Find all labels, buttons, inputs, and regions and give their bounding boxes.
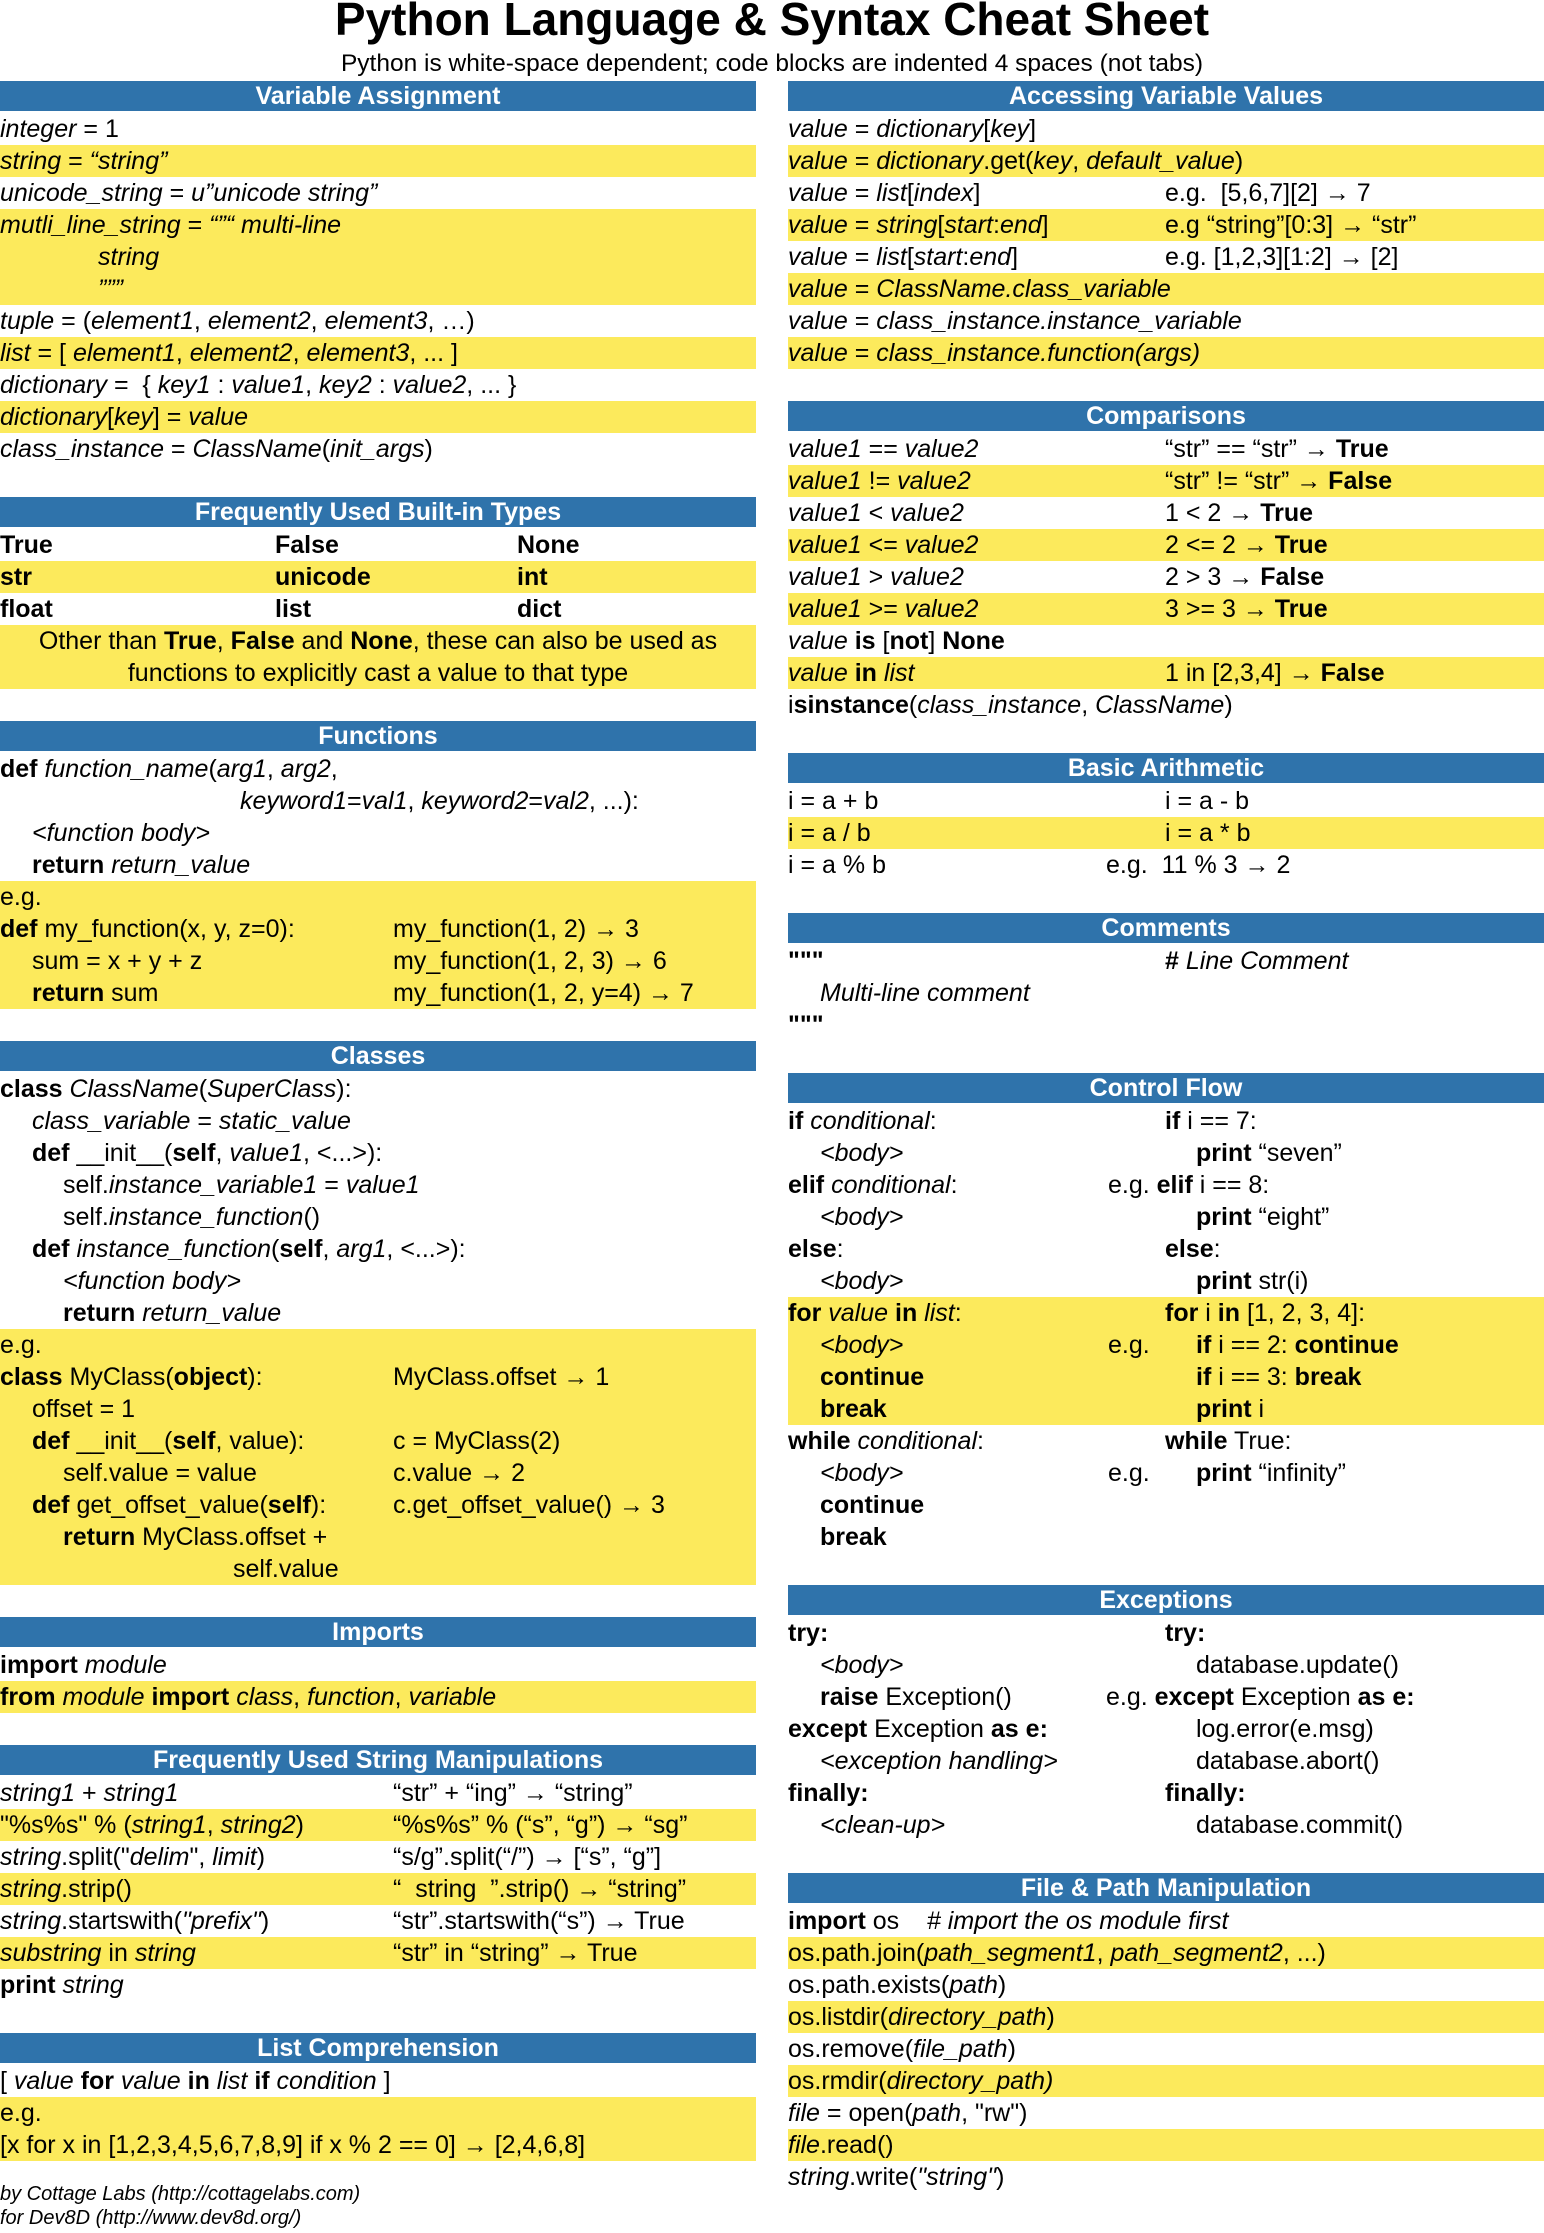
code-row bbox=[0, 241, 756, 273]
section-exceptions bbox=[788, 1585, 1544, 1841]
code-row bbox=[0, 2065, 756, 2097]
code-cell: try: bbox=[788, 1619, 829, 1647]
code-cell: functions to explicitly cast a value to that type bbox=[127, 659, 629, 687]
code-cell: my_function(1, 2, 3) → 6 bbox=[393, 947, 667, 975]
code-row bbox=[0, 177, 756, 209]
code-row bbox=[0, 1777, 756, 1809]
code-cell: int bbox=[517, 563, 548, 591]
code-cell: if conditional: bbox=[788, 1107, 937, 1135]
code-row bbox=[788, 113, 1544, 145]
code-row bbox=[788, 2065, 1544, 2097]
code-cell: value1 > value2 bbox=[788, 563, 964, 591]
code-cell: value = list[start:end] bbox=[788, 243, 1019, 271]
code-cell: my_function(1, 2) → 3 bbox=[393, 915, 639, 943]
code-cell: value1 < value2 bbox=[788, 499, 964, 527]
code-cell: finally: bbox=[1165, 1779, 1246, 1807]
code-cell: ””” bbox=[98, 275, 123, 303]
code-row bbox=[788, 1361, 1544, 1393]
code-row bbox=[0, 337, 756, 369]
code-cell: file = open(path, "rw") bbox=[788, 2099, 1028, 2127]
code-row bbox=[788, 817, 1544, 849]
code-row bbox=[0, 1553, 756, 1585]
code-cell: log.error(e.msg) bbox=[1196, 1715, 1374, 1743]
section-basic-arithmetic bbox=[788, 753, 1544, 881]
code-row bbox=[788, 273, 1544, 305]
code-cell: raise Exception() bbox=[820, 1683, 1012, 1711]
code-cell: [x for x in [1,2,3,4,5,6,7,8,9] if x % 2 == 0] → [2,4,6,8] bbox=[0, 2131, 586, 2159]
code-row bbox=[0, 1905, 756, 1937]
code-row bbox=[788, 1457, 1544, 1489]
code-cell: <function body> bbox=[63, 1267, 241, 1295]
code-cell: if i == 2: continue bbox=[1196, 1331, 1399, 1359]
code-cell: self.instance_variable1 = value1 bbox=[63, 1171, 420, 1199]
code-cell: file.read() bbox=[788, 2131, 894, 2159]
code-cell: Other than True, False and None, these can also be used as bbox=[38, 627, 718, 655]
left-column bbox=[0, 81, 756, 2193]
code-cell: e.g. bbox=[0, 1331, 42, 1359]
code-row bbox=[788, 1745, 1544, 1777]
code-row bbox=[0, 1809, 756, 1841]
code-cell: value = string[start:end] bbox=[788, 211, 1049, 239]
code-cell: <body> bbox=[820, 1203, 904, 1231]
code-row bbox=[788, 241, 1544, 273]
code-cell: dict bbox=[517, 595, 562, 623]
code-cell: break bbox=[820, 1523, 887, 1551]
code-row bbox=[0, 817, 756, 849]
code-cell: return return_value bbox=[63, 1299, 282, 1327]
section-header: Frequently Used String Manipulations bbox=[0, 1745, 756, 1775]
code-cell: offset = 1 bbox=[32, 1395, 136, 1423]
code-cell: class_instance = ClassName(init_args) bbox=[0, 435, 433, 463]
code-cell: 3 >= 3 → True bbox=[1165, 595, 1328, 623]
code-cell: value = class_instance.function(args) bbox=[788, 339, 1201, 367]
code-cell: isinstance(class_instance, ClassName) bbox=[788, 691, 1233, 719]
code-cell: import module bbox=[0, 1651, 167, 1679]
code-cell: mutli_line_string = “”“ multi-line bbox=[0, 211, 342, 239]
section-variable-assignment bbox=[0, 81, 756, 465]
code-row bbox=[788, 1649, 1544, 1681]
code-row bbox=[0, 977, 756, 1009]
section-imports bbox=[0, 1617, 756, 1713]
code-cell: os.path.exists(path) bbox=[788, 1971, 1007, 1999]
code-cell: string bbox=[98, 243, 160, 271]
code-row bbox=[0, 433, 756, 465]
code-cell: return MyClass.offset + bbox=[63, 1523, 328, 1551]
code-cell: return return_value bbox=[32, 851, 251, 879]
code-row bbox=[0, 273, 756, 305]
section-file-path bbox=[788, 1873, 1544, 2193]
code-row bbox=[0, 1137, 756, 1169]
code-cell: e.g. 11 % 3 → 2 bbox=[1106, 851, 1291, 879]
code-cell: os.rmdir(directory_path) bbox=[788, 2067, 1054, 2095]
section-header: File & Path Manipulation bbox=[788, 1873, 1544, 1903]
code-cell: value = ClassName.class_variable bbox=[788, 275, 1171, 303]
code-cell: i = a + b bbox=[788, 787, 879, 815]
page-subtitle: Python is white-space dependent; code blocks are indented 4 spaces (not tabs) bbox=[340, 50, 1204, 77]
code-cell: <body> bbox=[820, 1651, 904, 1679]
code-row bbox=[0, 1425, 756, 1457]
code-row bbox=[0, 625, 756, 657]
code-row bbox=[0, 1969, 756, 2001]
section-header: Basic Arithmetic bbox=[788, 753, 1544, 783]
code-cell: e.g. except Exception as e: bbox=[1106, 1683, 1415, 1711]
code-cell: try: bbox=[1165, 1619, 1206, 1647]
code-row bbox=[788, 1969, 1544, 2001]
code-row bbox=[788, 497, 1544, 529]
code-row bbox=[788, 849, 1544, 881]
code-cell: e.g. bbox=[0, 883, 42, 911]
code-row bbox=[788, 561, 1544, 593]
code-row bbox=[0, 1521, 756, 1553]
page-title: Python Language & Syntax Cheat Sheet bbox=[334, 0, 1210, 45]
code-row bbox=[0, 1457, 756, 1489]
code-cell: string.startswith("prefix") bbox=[0, 1907, 270, 1935]
code-cell: e.g. bbox=[1108, 1459, 1150, 1487]
code-row bbox=[788, 1297, 1544, 1329]
code-cell: else: bbox=[788, 1235, 844, 1263]
code-cell: import os # import the os module first bbox=[788, 1907, 1229, 1935]
code-cell: database.update() bbox=[1196, 1651, 1399, 1679]
footer-credit-dev8d: for Dev8D (http://www.dev8d.org/) bbox=[0, 2207, 302, 2229]
code-cell: finally: bbox=[788, 1779, 869, 1807]
section-header: Comparisons bbox=[788, 401, 1544, 431]
code-cell: break bbox=[820, 1395, 887, 1423]
code-cell: print “infinity” bbox=[1196, 1459, 1347, 1487]
code-row bbox=[788, 1425, 1544, 1457]
code-cell: # Line Comment bbox=[1165, 947, 1349, 975]
section-header: Variable Assignment bbox=[0, 81, 756, 111]
code-row bbox=[0, 1489, 756, 1521]
section-header: Accessing Variable Values bbox=[788, 81, 1544, 111]
code-cell: """ bbox=[788, 947, 824, 975]
code-cell: value = class_instance.instance_variable bbox=[788, 307, 1242, 335]
code-cell: self.value = value bbox=[63, 1459, 257, 1487]
code-cell: “str”.startswith(“s”) → True bbox=[393, 1907, 685, 1935]
code-row bbox=[788, 433, 1544, 465]
code-cell: dictionary[key] = value bbox=[0, 403, 249, 431]
code-cell: while True: bbox=[1165, 1427, 1292, 1455]
section-header: Control Flow bbox=[788, 1073, 1544, 1103]
code-cell: def __init__(self, value): bbox=[32, 1427, 305, 1455]
code-row bbox=[0, 945, 756, 977]
code-cell: def my_function(x, y, z=0): bbox=[0, 915, 295, 943]
code-row bbox=[0, 305, 756, 337]
code-cell: def function_name(arg1, arg2, bbox=[0, 755, 338, 783]
code-cell: dictionary = { key1 : value1, key2 : value2, ... } bbox=[0, 371, 517, 399]
code-row bbox=[0, 1649, 756, 1681]
code-row bbox=[0, 529, 756, 561]
code-cell: print i bbox=[1196, 1395, 1265, 1423]
code-cell: <clean-up> bbox=[820, 1811, 946, 1839]
code-cell: integer = 1 bbox=[0, 115, 119, 143]
code-row bbox=[0, 849, 756, 881]
section-comparisons bbox=[788, 401, 1544, 721]
code-row bbox=[0, 1233, 756, 1265]
code-row bbox=[788, 1393, 1544, 1425]
code-row bbox=[0, 209, 756, 241]
code-row bbox=[0, 785, 756, 817]
code-cell: “s/g”.split(“/”) → [“s”, “g”] bbox=[393, 1843, 662, 1871]
code-cell: c.get_offset_value() → 3 bbox=[393, 1491, 665, 1519]
section-header: Imports bbox=[0, 1617, 756, 1647]
code-row bbox=[0, 1169, 756, 1201]
code-row bbox=[0, 145, 756, 177]
code-cell: keyword1=val1, keyword2=val2, ...): bbox=[240, 787, 639, 815]
code-cell: 2 <= 2 → True bbox=[1165, 531, 1328, 559]
code-row bbox=[0, 2129, 756, 2161]
code-cell: unicode_string = u”unicode string” bbox=[0, 179, 378, 207]
code-cell: value1 == value2 bbox=[788, 435, 979, 463]
code-cell: i = a % b bbox=[788, 851, 886, 879]
section-header: List Comprehension bbox=[0, 2033, 756, 2063]
code-row bbox=[788, 1937, 1544, 1969]
section-header: Exceptions bbox=[788, 1585, 1544, 1615]
code-row bbox=[0, 1393, 756, 1425]
section-classes bbox=[0, 1041, 756, 1585]
code-cell: database.abort() bbox=[1196, 1747, 1380, 1775]
code-cell: None bbox=[517, 531, 580, 559]
code-row bbox=[0, 369, 756, 401]
code-row bbox=[788, 785, 1544, 817]
code-cell: for value in list: bbox=[788, 1299, 962, 1327]
section-string-manipulations bbox=[0, 1745, 756, 2001]
code-cell: “str” + “ing” → “string” bbox=[393, 1779, 633, 1807]
code-cell: self.instance_function() bbox=[63, 1203, 321, 1231]
code-cell: while conditional: bbox=[788, 1427, 984, 1455]
code-row bbox=[788, 1265, 1544, 1297]
code-cell: True bbox=[0, 531, 53, 559]
code-row bbox=[788, 465, 1544, 497]
code-row bbox=[0, 1841, 756, 1873]
code-cell: def get_offset_value(self): bbox=[32, 1491, 327, 1519]
code-cell: i = a * b bbox=[1165, 819, 1251, 847]
section-header: Classes bbox=[0, 1041, 756, 1071]
code-row bbox=[0, 1105, 756, 1137]
code-row bbox=[788, 529, 1544, 561]
code-row bbox=[788, 1233, 1544, 1265]
code-cell: """ bbox=[788, 1011, 824, 1039]
code-row bbox=[0, 1265, 756, 1297]
code-cell: value = dictionary[key] bbox=[788, 115, 1037, 143]
code-row bbox=[788, 593, 1544, 625]
code-cell: substring in string bbox=[0, 1939, 196, 1967]
code-cell: list bbox=[275, 595, 312, 623]
code-row bbox=[788, 1905, 1544, 1937]
right-column bbox=[788, 81, 1544, 2225]
code-row bbox=[788, 689, 1544, 721]
code-row bbox=[0, 1873, 756, 1905]
code-cell: os.remove(file_path) bbox=[788, 2035, 1016, 2063]
code-cell: class MyClass(object): bbox=[0, 1363, 263, 1391]
code-cell: from module import class, function, variable bbox=[0, 1683, 497, 1711]
code-row bbox=[788, 209, 1544, 241]
code-row bbox=[788, 2097, 1544, 2129]
code-cell: c.value → 2 bbox=[393, 1459, 526, 1487]
section-header: Frequently Used Built-in Types bbox=[0, 497, 756, 527]
code-row bbox=[0, 113, 756, 145]
code-cell: class_variable = static_value bbox=[32, 1107, 351, 1135]
code-cell: e.g. bbox=[0, 2099, 42, 2127]
code-row bbox=[0, 881, 756, 913]
code-row bbox=[0, 401, 756, 433]
code-row bbox=[788, 1105, 1544, 1137]
code-cell: 1 < 2 → True bbox=[1165, 499, 1313, 527]
code-cell: print “eight” bbox=[1196, 1203, 1330, 1231]
code-cell: return sum bbox=[32, 979, 159, 1007]
code-cell: value1 != value2 bbox=[788, 467, 971, 495]
section-control-flow bbox=[788, 1073, 1544, 1553]
code-row bbox=[788, 337, 1544, 369]
section-comments bbox=[788, 913, 1544, 1041]
code-cell: continue bbox=[820, 1363, 925, 1391]
code-row bbox=[0, 657, 756, 689]
code-row bbox=[0, 913, 756, 945]
code-row bbox=[788, 2033, 1544, 2065]
code-cell: c = MyClass(2) bbox=[393, 1427, 561, 1455]
code-row bbox=[788, 145, 1544, 177]
code-row bbox=[788, 2001, 1544, 2033]
code-cell: string = “string” bbox=[0, 147, 168, 175]
code-cell: string.write("string") bbox=[788, 2163, 1005, 2191]
code-cell: e.g. elif i == 8: bbox=[1108, 1171, 1270, 1199]
code-row bbox=[0, 1297, 756, 1329]
code-cell: <body> bbox=[820, 1331, 904, 1359]
code-cell: False bbox=[275, 531, 339, 559]
code-row bbox=[0, 1937, 756, 1969]
code-cell: except Exception as e: bbox=[788, 1715, 1048, 1743]
code-row bbox=[788, 945, 1544, 977]
code-cell: 2 > 3 → False bbox=[1165, 563, 1325, 591]
code-row bbox=[788, 1009, 1544, 1041]
section-header: Comments bbox=[788, 913, 1544, 943]
code-cell: value is [not] None bbox=[788, 627, 1005, 655]
code-cell: value1 <= value2 bbox=[788, 531, 979, 559]
section-accessing-values bbox=[788, 81, 1544, 369]
code-cell: str bbox=[0, 563, 32, 591]
code-cell: “str” != “str” → False bbox=[1165, 467, 1393, 495]
code-cell: Multi-line comment bbox=[820, 979, 1030, 1007]
code-cell: e.g. bbox=[1108, 1331, 1150, 1359]
code-cell: “str” in “string” → True bbox=[393, 1939, 638, 1967]
code-row bbox=[0, 1329, 756, 1361]
code-cell: [ value for value in list if condition ] bbox=[0, 2067, 391, 2095]
code-cell: def __init__(self, value1, <...>): bbox=[32, 1139, 383, 1167]
code-row bbox=[0, 1201, 756, 1233]
code-row bbox=[0, 561, 756, 593]
code-cell: my_function(1, 2, y=4) → 7 bbox=[393, 979, 694, 1007]
code-cell: <exception handling> bbox=[820, 1747, 1058, 1775]
section-header: Functions bbox=[0, 721, 756, 751]
code-cell: e.g. [1,2,3][1:2] → [2] bbox=[1165, 243, 1399, 271]
code-cell: continue bbox=[820, 1491, 925, 1519]
code-row bbox=[788, 1617, 1544, 1649]
code-cell: float bbox=[0, 595, 53, 623]
code-row bbox=[788, 1521, 1544, 1553]
code-row bbox=[788, 1809, 1544, 1841]
code-row bbox=[788, 177, 1544, 209]
section-functions bbox=[0, 721, 756, 1009]
code-cell: list = [ element1, element2, element3, ... ] bbox=[0, 339, 458, 367]
code-cell: os.listdir(directory_path) bbox=[788, 2003, 1055, 2031]
code-cell: <body> bbox=[820, 1459, 904, 1487]
code-cell: 1 in [2,3,4] → False bbox=[1165, 659, 1385, 687]
code-row bbox=[0, 753, 756, 785]
code-cell: i = a / b bbox=[788, 819, 871, 847]
code-cell: string.strip() bbox=[0, 1875, 132, 1903]
code-cell: unicode bbox=[275, 563, 371, 591]
code-row bbox=[788, 2129, 1544, 2161]
code-cell: class ClassName(SuperClass): bbox=[0, 1075, 352, 1103]
code-cell: value in list bbox=[788, 659, 915, 687]
code-row bbox=[788, 1489, 1544, 1521]
code-row bbox=[788, 1681, 1544, 1713]
code-cell: e.g “string”[0:3] → “str” bbox=[1165, 211, 1417, 239]
code-cell: e.g. [5,6,7][2] → 7 bbox=[1165, 179, 1371, 207]
code-cell: def instance_function(self, arg1, <...>): bbox=[32, 1235, 466, 1263]
code-row bbox=[788, 1329, 1544, 1361]
code-cell: else: bbox=[1165, 1235, 1221, 1263]
code-cell: self.value bbox=[233, 1555, 339, 1583]
code-cell: “%s%s” % (“s”, “g”) → “sg” bbox=[393, 1811, 688, 1839]
code-cell: os.path.join(path_segment1, path_segment2, ...) bbox=[788, 1939, 1326, 1967]
code-row bbox=[0, 1361, 756, 1393]
code-cell: MyClass.offset → 1 bbox=[393, 1363, 610, 1391]
code-cell: value1 >= value2 bbox=[788, 595, 979, 623]
code-row bbox=[788, 1713, 1544, 1745]
code-cell: if i == 7: bbox=[1165, 1107, 1257, 1135]
code-cell: string.split("delim", limit) bbox=[0, 1843, 266, 1871]
code-cell: tuple = (element1, element2, element3, …) bbox=[0, 307, 475, 335]
code-row bbox=[788, 1777, 1544, 1809]
code-cell: elif conditional: bbox=[788, 1171, 958, 1199]
code-cell: i = a - b bbox=[1165, 787, 1250, 815]
code-row bbox=[788, 657, 1544, 689]
code-row bbox=[788, 1169, 1544, 1201]
footer-credit-cottagelabs: by Cottage Labs (http://cottagelabs.com) bbox=[0, 2183, 361, 2205]
code-row bbox=[0, 1681, 756, 1713]
code-row bbox=[788, 625, 1544, 657]
section-list-comprehension bbox=[0, 2033, 756, 2161]
code-cell: print string bbox=[0, 1971, 124, 1999]
code-cell: if i == 3: break bbox=[1196, 1363, 1362, 1391]
code-cell: sum = x + y + z bbox=[32, 947, 203, 975]
code-cell: "%s%s" % (string1, string2) bbox=[0, 1811, 304, 1839]
code-cell: <body> bbox=[820, 1139, 904, 1167]
code-cell: print “seven” bbox=[1196, 1139, 1342, 1167]
code-row bbox=[788, 1137, 1544, 1169]
code-row bbox=[788, 305, 1544, 337]
code-cell: “ string ”.strip() → “string” bbox=[393, 1875, 687, 1903]
code-cell: value = dictionary.get(key, default_value) bbox=[788, 147, 1244, 175]
code-cell: database.commit() bbox=[1196, 1811, 1404, 1839]
code-row bbox=[0, 2097, 756, 2129]
code-cell: <body> bbox=[820, 1267, 904, 1295]
code-row bbox=[788, 977, 1544, 1009]
code-cell: <function body> bbox=[32, 819, 210, 847]
code-row bbox=[788, 1201, 1544, 1233]
section-builtin-types bbox=[0, 497, 756, 689]
code-row bbox=[0, 593, 756, 625]
code-row bbox=[788, 2161, 1544, 2193]
code-cell: print str(i) bbox=[1196, 1267, 1309, 1295]
code-cell: string1 + string1 bbox=[0, 1779, 179, 1807]
code-row bbox=[0, 1073, 756, 1105]
code-cell: value = list[index] bbox=[788, 179, 981, 207]
code-cell: for i in [1, 2, 3, 4]: bbox=[1165, 1299, 1366, 1327]
code-cell: “str” == “str” → True bbox=[1165, 435, 1389, 463]
